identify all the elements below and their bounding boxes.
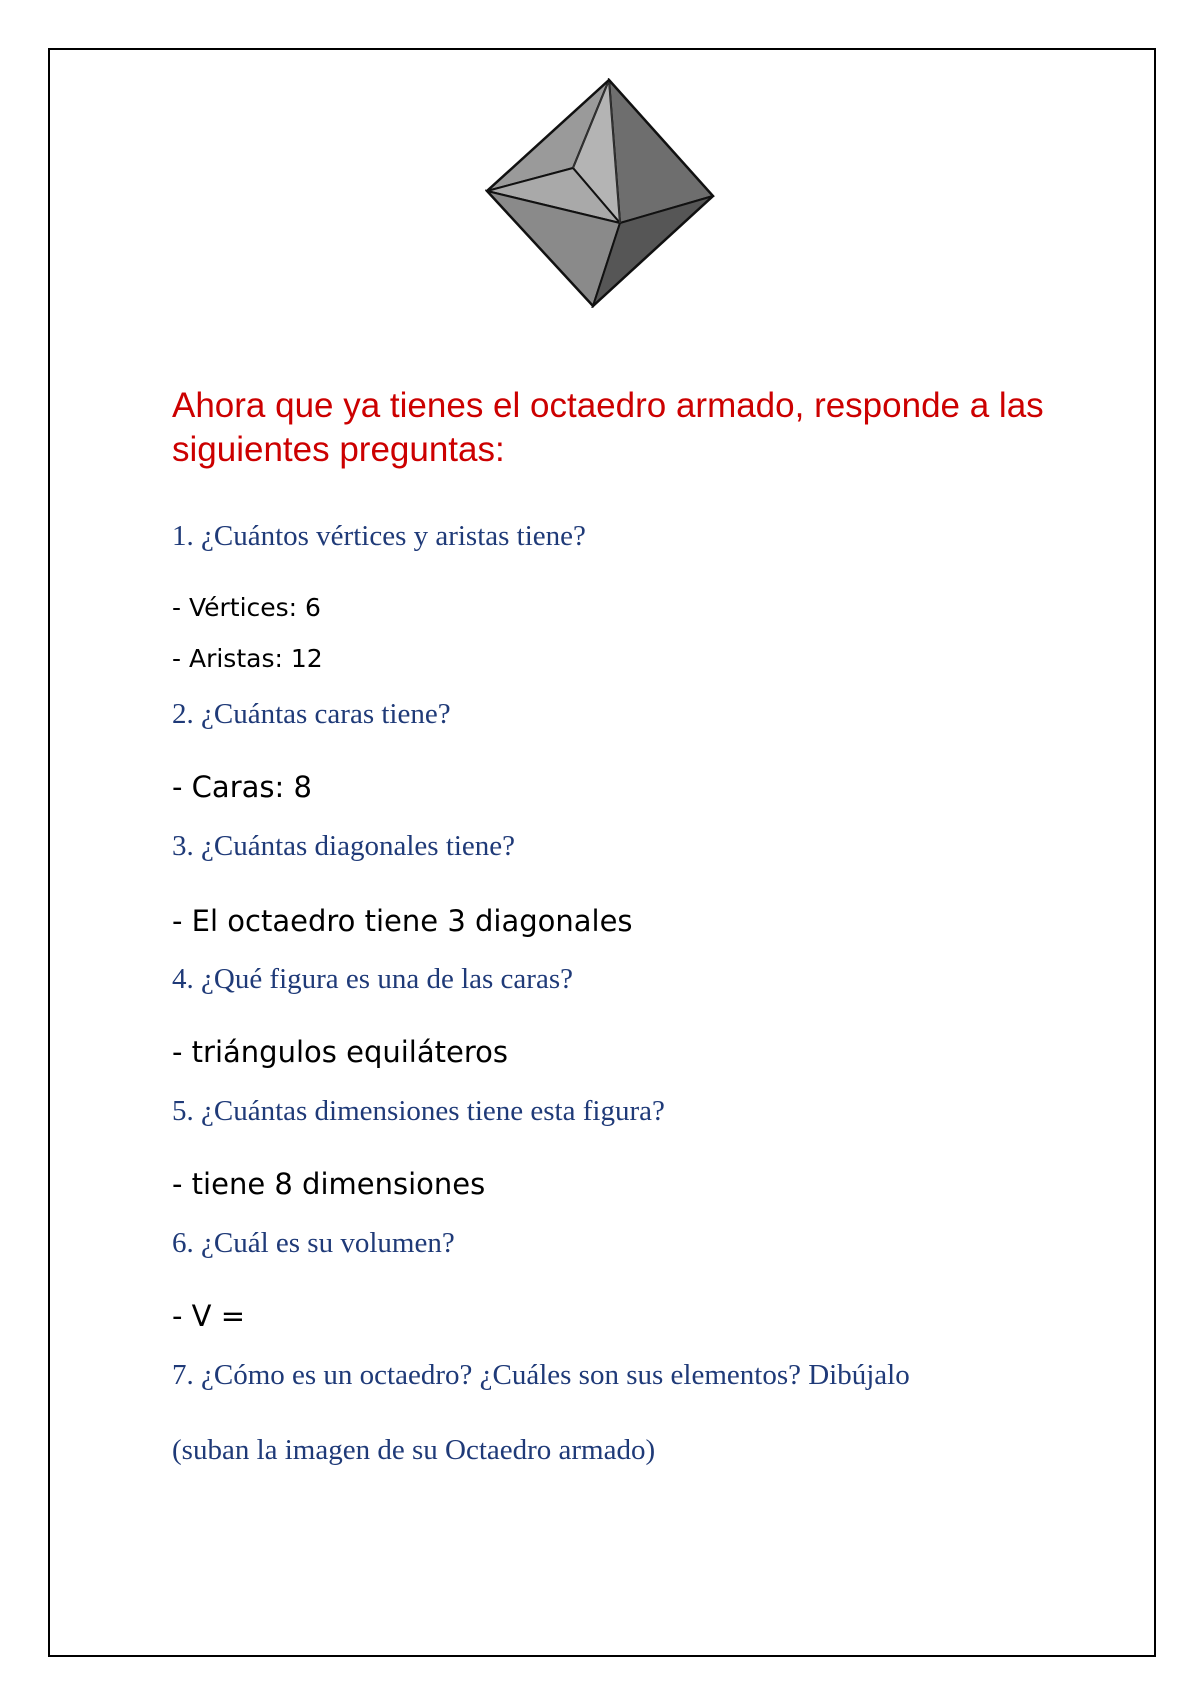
answer-dimensiones: - tiene 8 dimensiones (172, 1167, 486, 1201)
question-7: 7. ¿Cómo es un octaedro? ¿Cuáles son sus elementos? Dibújalo (172, 1359, 910, 1391)
intro-instructions: Ahora que ya tienes el octaedro armado, responde a las siguientes preguntas: (172, 386, 1044, 469)
answer-diagonales: - El octaedro tiene 3 diagonales (172, 904, 633, 938)
question-3: 3. ¿Cuántas diagonales tiene? (172, 830, 516, 862)
upload-note: (suban la imagen de su Octaedro armado) (172, 1434, 656, 1466)
answer-aristas: - Aristas: 12 (172, 644, 323, 673)
question-4: 4. ¿Qué figura es una de las caras? (172, 963, 573, 995)
question-5: 5. ¿Cuántas dimensiones tiene esta figura? (172, 1095, 665, 1127)
question-1: 1. ¿Cuántos vértices y aristas tiene? (172, 520, 586, 552)
answer-vertices: - Vértices: 6 (172, 593, 321, 622)
answer-caras: - Caras: 8 (172, 770, 312, 804)
question-2: 2. ¿Cuántas caras tiene? (172, 698, 451, 730)
answer-volumen: - V = (172, 1299, 246, 1333)
octahedron-illustration (485, 78, 715, 308)
answer-figura: - triángulos equiláteros (172, 1035, 508, 1069)
question-6: 6. ¿Cuál es su volumen? (172, 1227, 455, 1259)
